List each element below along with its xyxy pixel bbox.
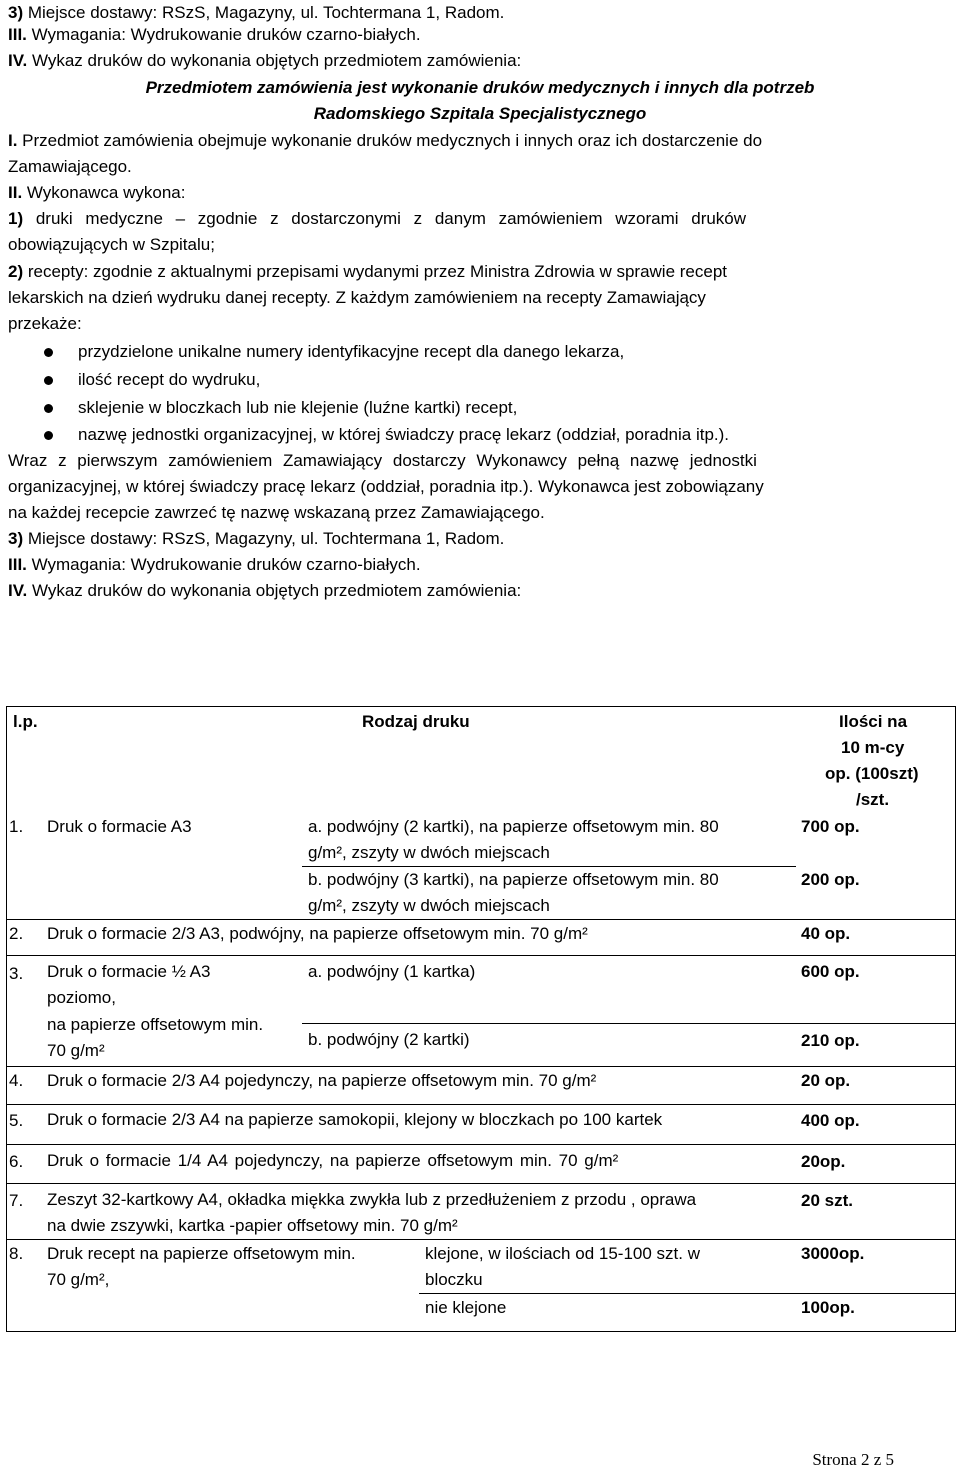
- row-3-divider: [302, 1023, 955, 1024]
- bullet-item: nazwę jednostki organizacyjnej, w której świadczy pracę lekarz (oddział, poradnia itp.).: [78, 425, 730, 444]
- requirements-line: III. Wymagania: Wydrukowanie druków czarno-białych.: [8, 25, 421, 44]
- row-1-name: Druk o formacie A3: [47, 817, 192, 836]
- section-1-line-a: I. Przedmiot zamówienia obejmuje wykonanie druków medycznych i innych oraz ich dostarczenie do: [8, 131, 763, 150]
- row-1b-quantity: 200 op.: [801, 870, 860, 889]
- row-8b-quantity: 100op.: [801, 1298, 855, 1317]
- row-7-name-line-1: Zeszyt 32-kartkowy A4, okładka miękka zwykła lub z przedłużeniem z przodu , oprawa: [47, 1190, 697, 1209]
- row-3a-quantity: 600 op.: [801, 962, 860, 981]
- bullet-icon: [44, 404, 53, 413]
- row-3-name-line-2: poziomo,: [47, 988, 116, 1007]
- row-8-name-line-2: 70 g/m²,: [47, 1270, 110, 1289]
- row-3-name-line-1: Druk o formacie ½ A3: [47, 962, 211, 981]
- delivery-place-line: 3) Miejsce dostawy: RSzS, Magazyny, ul. Tochtermana 1, Radom.: [8, 3, 505, 22]
- row-3b-quantity: 210 op.: [801, 1031, 860, 1050]
- row-3b-description: b. podwójny (2 kartki): [308, 1030, 470, 1049]
- row-3-number: 3.: [9, 964, 24, 983]
- list-heading-line-repeat: IV. Wykaz druków do wykonania objętych przedmiotem zamówienia:: [8, 581, 522, 600]
- row-2-number: 2.: [9, 924, 24, 943]
- row-5-name: Druk o formacie 2/3 A4 na papierze samokopii, klejony w bloczkach po 100 kartek: [47, 1110, 663, 1129]
- header-qty-line-1: Ilości na: [839, 712, 908, 731]
- bullet-item: ilość recept do wydruku,: [78, 370, 261, 389]
- row-4-quantity: 20 op.: [801, 1071, 851, 1090]
- bullet-item: sklejenie w bloczkach lub nie klejenie (luźne kartki) recept,: [78, 398, 518, 417]
- row-8a-quantity: 3000op.: [801, 1244, 865, 1263]
- row-divider: [7, 1104, 955, 1105]
- requirements-line-repeat: III. Wymagania: Wydrukowanie druków czarno-białych.: [8, 555, 421, 574]
- row-8a-description-line-1: klejone, w ilościach od 15-100 szt. w: [425, 1244, 700, 1263]
- header-qty-line-2: 10 m-cy: [841, 738, 905, 757]
- row-1a-description-line-1: a. podwójny (2 kartki), na papierze offsetowym min. 80: [308, 817, 719, 836]
- row-divider: [7, 1066, 955, 1067]
- item-2-line-c: przekaże:: [8, 314, 82, 333]
- delivery-place-line-repeat: 3) Miejsce dostawy: RSzS, Magazyny, ul. Tochtermana 1, Radom.: [8, 529, 505, 548]
- row-8-name-line-1: Druk recept na papierze offsetowym min.: [47, 1244, 356, 1263]
- row-divider: [7, 919, 955, 920]
- row-5-quantity: 400 op.: [801, 1111, 860, 1130]
- row-divider: [7, 955, 955, 956]
- row-3a-description: a. podwójny (1 kartka): [308, 962, 476, 981]
- item-1-line-b: obowiązujących w Szpitalu;: [8, 235, 215, 254]
- header-kind: Rodzaj druku: [362, 712, 470, 731]
- row-8-number: 8.: [9, 1244, 24, 1263]
- page-number: Strona 2 z 5: [812, 1450, 894, 1469]
- row-3-name-line-3: na papierze offsetowym min.: [47, 1015, 264, 1034]
- row-divider: [7, 1239, 955, 1240]
- row-5-number: 5.: [9, 1111, 24, 1130]
- header-lp: l.p.: [13, 712, 38, 731]
- item-1-line-a: 1) druki medyczne – zgodnie z dostarczonymi z danym zamówieniem wzorami druków: [8, 209, 747, 228]
- row-7-quantity: 20 szt.: [801, 1191, 853, 1210]
- section-2-line: II. Wykonawca wykona:: [8, 183, 186, 202]
- row-6-name: Druk o formacie 1/4 A4 pojedynczy, na papierze offsetowym min. 70 g/m²: [47, 1151, 619, 1170]
- section-1-line-b: Zamawiającego.: [8, 157, 132, 176]
- row-2-name: Druk o formacie 2/3 A3, podwójny, na papierze offsetowym min. 70 g/m²: [47, 924, 588, 943]
- subject-line-1: Przedmiotem zamówienia jest wykonanie druków medycznych i innych dla potrzeb: [145, 78, 815, 97]
- header-qty-line-3: op. (100szt): [825, 764, 919, 783]
- bullet-icon: [44, 348, 53, 357]
- row-4-name: Druk o formacie 2/3 A4 pojedynczy, na papierze offsetowym min. 70 g/m²: [47, 1071, 597, 1090]
- row-4-number: 4.: [9, 1071, 24, 1090]
- bullet-item: przydzielone unikalne numery identyfikacyjne recept dla danego lekarza,: [78, 342, 625, 361]
- row-8b-description: nie klejone: [425, 1298, 507, 1317]
- paragraph-line-a: Wraz z pierwszym zamówieniem Zamawiający dostarczy Wykonawcy pełną nazwę jednostki: [8, 451, 757, 470]
- row-divider: [7, 1183, 955, 1184]
- row-1a-description-line-2: g/m², zszyty w dwóch miejscach: [308, 843, 550, 862]
- row-6-quantity: 20op.: [801, 1152, 846, 1171]
- bullet-icon: [44, 431, 53, 440]
- paragraph-line-b: organizacyjnej, w której świadczy pracę lekarz (oddział, poradnia itp.). Wykonawca jest zobowiązany: [8, 477, 764, 496]
- subject-line-2: Radomskiego Szpitala Specjalistycznego: [313, 104, 647, 123]
- row-7-name-line-2: na dwie zszywki, kartka -papier offsetowy min. 70 g/m²: [47, 1216, 458, 1235]
- row-8-divider: [419, 1293, 955, 1294]
- row-divider: [7, 1144, 955, 1145]
- row-1b-description-line-1: b. podwójny (3 kartki), na papierze offsetowym min. 80: [308, 870, 719, 889]
- row-2-quantity: 40 op.: [801, 924, 851, 943]
- prints-table: [6, 706, 956, 1332]
- row-1-number: 1.: [9, 817, 24, 836]
- item-2-line-a: 2) recepty: zgodnie z aktualnymi przepisami wydanymi przez Ministra Zdrowia w sprawie recept: [8, 262, 727, 281]
- row-1a-quantity: 700 op.: [801, 817, 860, 836]
- row-1b-description-line-2: g/m², zszyty w dwóch miejscach: [308, 896, 550, 915]
- row-6-number: 6.: [9, 1152, 24, 1171]
- header-qty-line-4: /szt.: [856, 790, 890, 809]
- row-8a-description-line-2: bloczku: [425, 1270, 483, 1289]
- row-3-name-line-4: 70 g/m²: [47, 1041, 105, 1060]
- row-7-number: 7.: [9, 1191, 24, 1210]
- paragraph-line-c: na każdej recepcie zawrzeć tę nazwę wskazaną przez Zamawiającego.: [8, 503, 545, 522]
- item-2-line-b: lekarskich na dzień wydruku danej recepty. Z każdym zamówieniem na recepty Zamawiający: [8, 288, 706, 307]
- list-heading-line: IV. Wykaz druków do wykonania objętych przedmiotem zamówienia:: [8, 51, 522, 70]
- bullet-icon: [44, 376, 53, 385]
